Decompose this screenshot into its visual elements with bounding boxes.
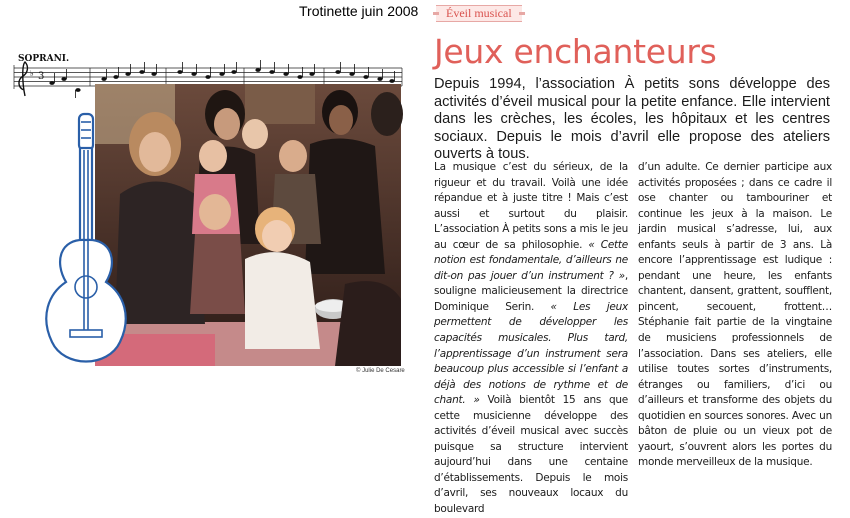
body-text: , souligne malicieusement la directrice Dominique Serin. [434, 269, 628, 313]
svg-text:♭: ♭ [30, 69, 34, 78]
quote: « Cette notion est fondamentale, d’ailleurs ne dit-on pas jouer d’un instrument ? » [434, 238, 628, 282]
soprani-label: SOPRANI. [18, 54, 70, 64]
body-text: Voilà bientôt 15 ans que cette musicienne développe des activités d’éveil musical avec succès puisque sa structure intervient aujourd’hui dans une centaine d’établissements. Depuis le mois d’avril, ses nouveaux locaux du boulevard [434, 394, 629, 516]
workshop-photo [95, 84, 401, 366]
article-title: Jeux enchanteurs [434, 32, 717, 71]
guitar-illustration [38, 112, 128, 374]
article-body-column-1 [434, 160, 629, 516]
section-rubric: Éveil musical [436, 5, 522, 22]
quote: « Les jeux permettent de développer les capacités musicales. Plus tard, l’apprentissage d’un instrument sera beaucoup plus accessible si l’enfant a déjà des notions de rythme et de chant. » [434, 300, 628, 407]
treble-clef-icon [19, 62, 27, 96]
article-body-column-2 [638, 160, 832, 471]
body-paragraph [434, 160, 628, 518]
svg-text:3: 3 [38, 71, 45, 82]
publication-header: Trotinette juin 2008 [299, 3, 419, 19]
body-paragraph: d’un adulte. Ce dernier participe aux activités proposées ; dans ce cadre il ose chanter ou tambouriner et continue les jeux à la maison. Le jardin musical s’adresse, lui, aux enfants seuls à partir de 3 ans. Là encore l’apprentissage est ludique : pendant une heure, les enfants chantent, dansent, grattent, soufflent, pincent, secouent, frottent… Stéphanie fait partie de la vingtaine de musiciens professionnels de l’association. Dans ses ateliers, elle utilise toutes sortes d’instruments, étranges ou familiers, d’ici ou d’ailleurs et transforme des objets du quotidien en sources sonores. Avec un bâton de pluie ou un vieux pot de yaourt, s’ouvrent alors les portes du monde merveilleux de la musique. [638, 161, 832, 469]
article-intro: Depuis 1994, l’association À petits sons développe des activités d’éveil musical pour la petite enfance. Elle intervient dans les crèches, les écoles, les hôpitaux et les centres sociaux. Depuis le mois d’avril elle propose des ateliers ouverts à tous. [434, 76, 830, 162]
photo-credit: © Julie De Cesare [356, 368, 405, 374]
body-text: La musique c’est du sérieux, de la rigueur et du travail. Voilà une idée répandue et à juste titre ! Mais c’est aussi et surtout du plaisir. L’association À petits sons a mis le jeu au cœur de sa philosophie. [434, 161, 628, 251]
